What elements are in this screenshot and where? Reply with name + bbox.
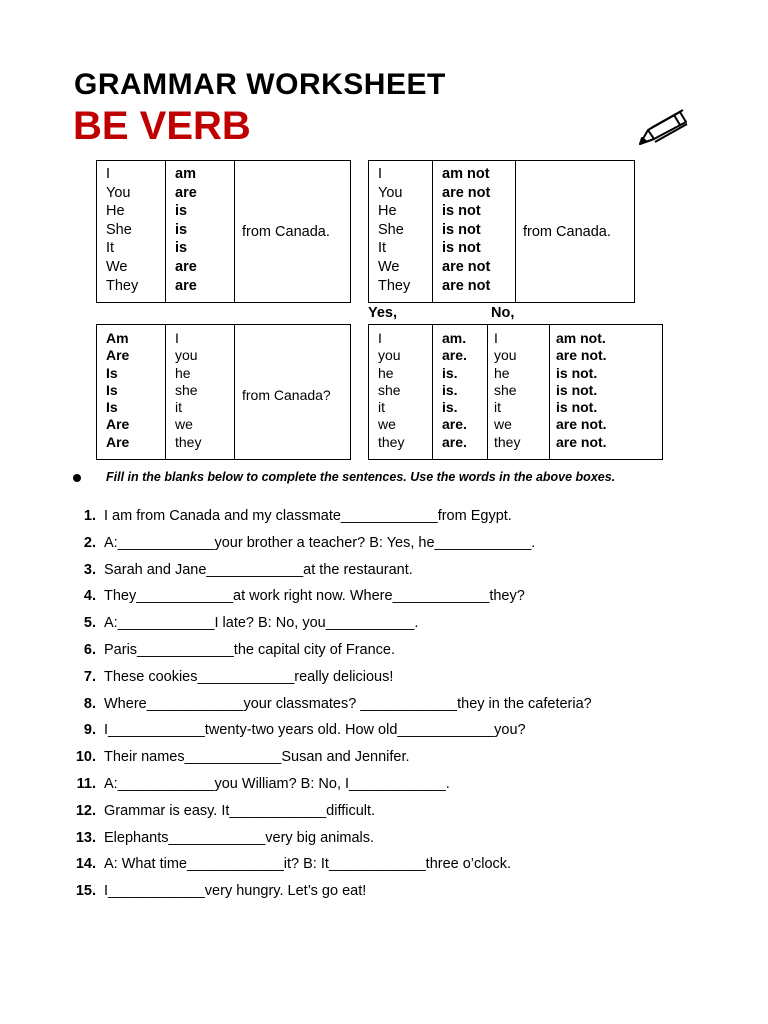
- subject-cell: we: [494, 416, 512, 433]
- verb-cell: is.: [442, 364, 458, 381]
- question-item: [60, 667, 740, 694]
- question-item: [60, 828, 740, 855]
- verb-cell: is not.: [556, 381, 598, 398]
- verb-column: [97, 325, 166, 459]
- verb-cell: are.: [442, 416, 467, 433]
- question-item: [60, 854, 740, 881]
- verb-cell: are: [175, 258, 197, 275]
- question-number: 15.: [75, 883, 96, 900]
- verb-cell: are not.: [556, 433, 607, 450]
- answers-table: [368, 324, 663, 460]
- subject-cell: they: [175, 433, 202, 450]
- worksheet-title: GRAMMAR WORKSHEET: [74, 68, 446, 101]
- question-item: [60, 881, 740, 908]
- verb-cell: are.: [442, 433, 467, 450]
- question-text: They____________at work right now. Where____________they?: [104, 588, 525, 605]
- subject-cell: You: [378, 184, 403, 201]
- verb-cell: am: [175, 166, 196, 182]
- verb-cell: Is: [106, 399, 118, 416]
- subject-cell: he: [175, 364, 191, 381]
- verb-cell: are.: [442, 347, 467, 364]
- subject-cell: you: [175, 347, 198, 364]
- verb-cell: are not: [442, 258, 491, 275]
- question-number: 14.: [75, 856, 96, 873]
- verb-cell: is.: [442, 399, 458, 416]
- verb-cell: Are: [106, 416, 130, 433]
- no-label: No,: [491, 305, 515, 321]
- question-number: 2.: [83, 534, 96, 551]
- question-item: [60, 774, 740, 801]
- question-item: [60, 801, 740, 828]
- question-number: 10.: [75, 749, 96, 766]
- question-list: [60, 506, 740, 908]
- subject-cell: We: [378, 258, 400, 275]
- subject-cell: It: [378, 240, 387, 257]
- subject-cell: I: [494, 330, 498, 346]
- question-text: A:____________your brother a teacher? B: Yes, he____________.: [104, 534, 536, 551]
- subject-cell: It: [106, 240, 115, 257]
- subject-cell: he: [494, 364, 510, 381]
- subject-cell: she: [494, 381, 517, 398]
- subject-cell: we: [378, 416, 396, 433]
- question-text: I am from Canada and my classmate____________from Egypt.: [104, 508, 512, 524]
- yes-subject-column: [369, 325, 433, 459]
- question-number: 3.: [83, 561, 96, 578]
- yes-verb-column: [433, 325, 488, 459]
- question-item: [60, 640, 740, 667]
- question-item: [60, 506, 740, 533]
- verb-cell: is not.: [556, 399, 598, 416]
- verb-cell: are not: [442, 184, 491, 201]
- verb-cell: Are: [106, 433, 130, 450]
- no-subject-column: [488, 325, 550, 459]
- verb-cell: is.: [442, 381, 458, 398]
- question-number: 7.: [83, 668, 96, 685]
- verb-column: [433, 161, 516, 302]
- verb-cell: are: [175, 277, 197, 294]
- subject-column: [369, 161, 433, 302]
- subject-cell: it: [175, 399, 182, 416]
- subject-cell: I: [378, 166, 383, 182]
- question-item: [60, 613, 740, 640]
- question-text: Where____________your classmates? ____________they in the cafeteria?: [104, 695, 592, 712]
- question-text: A:____________you William? B: No, I____________.: [104, 775, 450, 792]
- subject-column: [97, 161, 166, 302]
- question-number: 1.: [83, 508, 96, 524]
- verb-cell: is not: [442, 203, 481, 220]
- question-item: [60, 747, 740, 774]
- subject-cell: We: [106, 258, 128, 275]
- verb-cell: are not.: [556, 416, 607, 433]
- verb-cell: is: [175, 221, 188, 238]
- verb-cell: is: [175, 203, 188, 220]
- subject-column: [166, 325, 235, 459]
- verb-cell: are not: [442, 277, 491, 294]
- question-number: 11.: [76, 775, 96, 792]
- subject-cell: it: [378, 399, 385, 416]
- subject-cell: They: [106, 277, 139, 294]
- subject-cell: They: [378, 277, 411, 294]
- question-text: These cookies____________really delicious!: [104, 668, 394, 685]
- question-item: [60, 533, 740, 560]
- question-number: 4.: [83, 588, 96, 605]
- question-text: I____________twenty-two years old. How old____________you?: [104, 722, 526, 739]
- verb-cell: Is: [106, 364, 118, 381]
- complement-cell: from Canada.: [242, 223, 330, 240]
- subject-cell: She: [106, 221, 132, 238]
- worksheet-subtitle: BE VERB: [73, 104, 251, 148]
- question-number: 6.: [83, 641, 96, 658]
- no-verb-column: [550, 325, 662, 459]
- question-text: Elephants____________very big animals.: [104, 829, 375, 846]
- question-text: A:____________I late? B: No, you___________.: [104, 615, 419, 632]
- complement-cell: from Canada?: [242, 386, 331, 403]
- verb-cell: is not.: [556, 364, 598, 381]
- complement-cell: from Canada.: [523, 223, 611, 240]
- verb-column: [166, 161, 235, 302]
- subject-cell: You: [106, 184, 131, 201]
- pencil-icon: [632, 106, 690, 148]
- question-text: A: What time____________it? B: It____________three o’clock.: [104, 856, 512, 873]
- question-item: [60, 560, 740, 587]
- subject-cell: she: [175, 381, 198, 398]
- subject-cell: I: [175, 330, 179, 346]
- question-number: 8.: [83, 695, 96, 712]
- subject-cell: you: [378, 347, 401, 364]
- verb-cell: Are: [106, 347, 130, 364]
- question-text: Paris____________the capital city of France.: [104, 641, 395, 658]
- yes-label: Yes,: [368, 305, 398, 321]
- verb-cell: is not: [442, 240, 481, 257]
- subject-cell: She: [378, 221, 404, 238]
- instructions: Fill in the blanks below to complete the sentences. Use the words in the above boxes.: [106, 470, 616, 484]
- question-number: 5.: [83, 615, 96, 632]
- subject-cell: I: [378, 330, 382, 346]
- verb-cell: is: [175, 240, 188, 257]
- question-item: [60, 694, 740, 721]
- subject-cell: you: [494, 347, 517, 364]
- question-text: Their names____________Susan and Jennifer.: [104, 749, 410, 766]
- verb-cell: is not: [442, 221, 481, 238]
- subject-cell: she: [378, 381, 401, 398]
- question-item: [60, 720, 740, 747]
- question-number: 13.: [75, 829, 96, 846]
- affirmative-table: [96, 160, 351, 303]
- subject-cell: it: [494, 399, 501, 416]
- subject-cell: He: [378, 203, 397, 220]
- verb-cell: are not.: [556, 347, 607, 364]
- question-number: 12.: [75, 802, 96, 819]
- subject-cell: they: [378, 433, 405, 450]
- question-item: [60, 586, 740, 613]
- verb-cell: am not.: [556, 330, 606, 346]
- subject-cell: He: [106, 203, 125, 220]
- verb-cell: Is: [106, 381, 118, 398]
- verb-cell: are: [175, 184, 197, 201]
- question-text: Sarah and Jane____________at the restaurant.: [104, 561, 413, 578]
- subject-cell: we: [175, 416, 193, 433]
- verb-cell: Am: [106, 330, 129, 346]
- negative-table: [368, 160, 635, 303]
- subject-cell: I: [106, 166, 111, 182]
- question-table: [96, 324, 351, 460]
- question-text: Grammar is easy. It____________difficult.: [104, 802, 376, 819]
- verb-cell: am.: [442, 330, 467, 346]
- bullet-icon: [73, 474, 81, 482]
- verb-cell: am not: [442, 166, 490, 182]
- question-text: I____________very hungry. Let’s go eat!: [104, 883, 367, 900]
- subject-cell: he: [378, 364, 394, 381]
- subject-cell: they: [494, 433, 521, 450]
- question-number: 9.: [83, 722, 96, 739]
